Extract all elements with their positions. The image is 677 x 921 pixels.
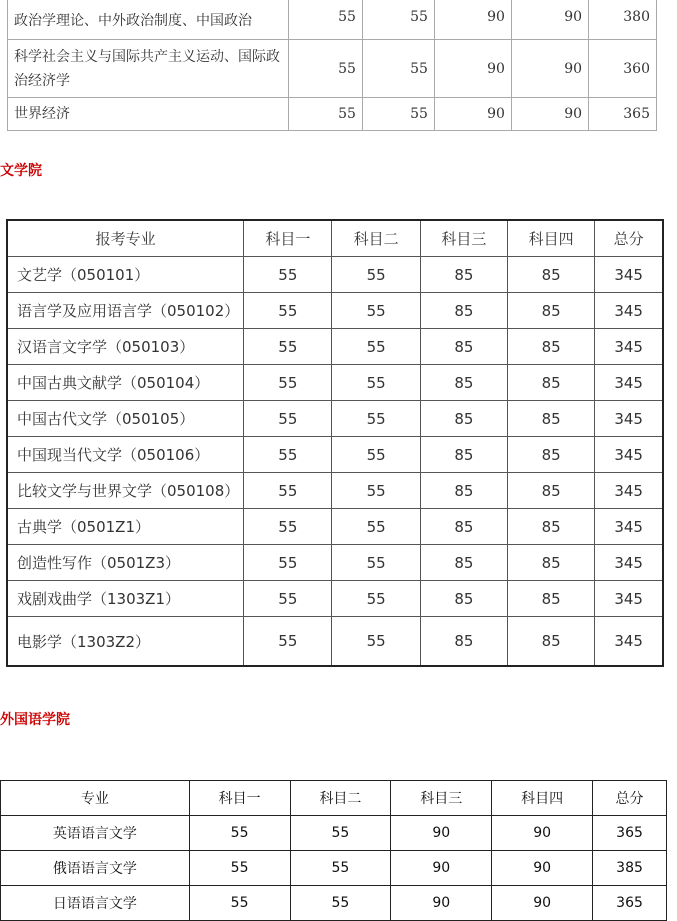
score-cell: 85	[420, 473, 507, 509]
score-cell: 55	[332, 293, 420, 329]
score-cell: 85	[508, 473, 595, 509]
score-cell: 85	[508, 329, 595, 365]
major-name-cell: 俄语语言文学	[1, 851, 190, 886]
table-row	[7, 545, 663, 581]
table-row	[7, 329, 663, 365]
total-score-cell: 345	[595, 473, 663, 509]
score-cell: 55	[332, 617, 420, 667]
column-header: 专业	[1, 781, 190, 816]
score-cell: 55	[244, 545, 332, 581]
score-cell: 85	[420, 545, 507, 581]
major-name-cell: 中国现当代文学（050106）	[7, 437, 244, 473]
score-cell: 90	[511, 40, 588, 98]
score-cell: 55	[332, 437, 420, 473]
score-cell: 85	[420, 401, 507, 437]
column-header: 总分	[595, 220, 663, 257]
score-cell: 55	[332, 329, 420, 365]
score-cell: 55	[244, 257, 332, 293]
total-score-cell: 345	[595, 365, 663, 401]
table-row	[8, 0, 657, 40]
table-row	[7, 473, 663, 509]
score-cell: 55	[244, 329, 332, 365]
table-header-row	[7, 220, 663, 257]
major-name-cell: 语言学及应用语言学（050102）	[7, 293, 244, 329]
table-row	[7, 365, 663, 401]
table-row	[7, 581, 663, 617]
section-heading-foreign-languages: 外国语学院	[0, 712, 70, 728]
score-cell: 85	[508, 365, 595, 401]
major-name-cell: 政治学理论、中外政治制度、中国政治	[8, 0, 289, 40]
column-header: 科目二	[290, 781, 391, 816]
table-row	[1, 816, 667, 851]
score-cell: 55	[332, 581, 420, 617]
score-cell: 55	[244, 365, 332, 401]
score-cell: 90	[434, 0, 511, 40]
score-cell: 55	[189, 886, 290, 921]
score-cell: 85	[508, 257, 595, 293]
score-cell: 90	[511, 98, 588, 131]
major-name-cell: 科学社会主义与国际共产主义运动、国际政治经济学	[8, 40, 289, 98]
score-cell: 85	[508, 545, 595, 581]
score-cell: 85	[420, 617, 507, 667]
score-cell: 55	[332, 257, 420, 293]
column-header: 科目三	[391, 781, 492, 816]
major-name-cell: 古典学（0501Z1）	[7, 509, 244, 545]
score-cell: 55	[332, 473, 420, 509]
section-heading-literature: 文学院	[0, 163, 42, 179]
score-cell: 90	[492, 886, 593, 921]
score-cell: 85	[420, 509, 507, 545]
score-cell: 55	[244, 473, 332, 509]
total-score-cell: 345	[595, 401, 663, 437]
column-header: 科目三	[420, 220, 507, 257]
column-header: 报考专业	[7, 220, 244, 257]
total-score-cell: 380	[589, 0, 657, 40]
table-header-row	[1, 781, 667, 816]
score-cell: 55	[362, 0, 434, 40]
total-score-cell: 345	[595, 437, 663, 473]
table-row	[7, 293, 663, 329]
score-cell: 85	[508, 437, 595, 473]
table-row	[7, 257, 663, 293]
table-row	[7, 437, 663, 473]
total-score-cell: 345	[595, 509, 663, 545]
score-cell: 90	[492, 851, 593, 886]
major-name-cell: 文艺学（050101）	[7, 257, 244, 293]
score-cell: 55	[290, 851, 391, 886]
score-cell: 90	[511, 0, 588, 40]
score-cell: 55	[362, 98, 434, 131]
major-name-cell: 汉语言文字学（050103）	[7, 329, 244, 365]
score-cell: 90	[391, 886, 492, 921]
score-cell: 55	[290, 816, 391, 851]
score-cell: 55	[244, 401, 332, 437]
score-cell: 90	[434, 40, 511, 98]
score-cell: 55	[189, 816, 290, 851]
major-name-cell: 戏剧戏曲学（1303Z1）	[7, 581, 244, 617]
score-cell: 55	[244, 581, 332, 617]
score-cell: 55	[290, 886, 391, 921]
total-score-cell: 365	[593, 816, 667, 851]
score-cell: 85	[508, 293, 595, 329]
table-row	[7, 617, 663, 667]
major-name-cell: 比较文学与世界文学（050108）	[7, 473, 244, 509]
major-name-cell: 中国古典文献学（050104）	[7, 365, 244, 401]
major-name-cell: 电影学（1303Z2）	[7, 617, 244, 667]
score-cell: 55	[244, 509, 332, 545]
score-cell: 85	[420, 257, 507, 293]
score-cell: 55	[332, 401, 420, 437]
table-row	[1, 886, 667, 921]
score-cell: 90	[391, 851, 492, 886]
column-header: 科目二	[332, 220, 420, 257]
score-cell: 85	[420, 581, 507, 617]
foreign-languages-score-table	[0, 780, 667, 921]
total-score-cell: 345	[595, 257, 663, 293]
column-header: 科目四	[492, 781, 593, 816]
major-name-cell: 创造性写作（0501Z3）	[7, 545, 244, 581]
score-cell: 55	[244, 293, 332, 329]
column-header: 科目四	[508, 220, 595, 257]
score-cell: 85	[420, 365, 507, 401]
score-cell: 85	[420, 329, 507, 365]
column-header: 科目一	[244, 220, 332, 257]
total-score-cell: 365	[593, 886, 667, 921]
column-header: 科目一	[189, 781, 290, 816]
score-cell: 55	[288, 98, 362, 131]
major-name-cell: 日语语言文学	[1, 886, 190, 921]
major-name-cell: 英语语言文学	[1, 816, 190, 851]
score-cell: 90	[492, 816, 593, 851]
table-row	[8, 98, 657, 131]
total-score-cell: 345	[595, 617, 663, 667]
score-cell: 55	[332, 509, 420, 545]
score-cell: 90	[434, 98, 511, 131]
score-cell: 90	[391, 816, 492, 851]
table-row	[1, 851, 667, 886]
score-cell: 55	[332, 365, 420, 401]
column-header: 总分	[593, 781, 667, 816]
score-cell: 85	[508, 617, 595, 667]
score-cell: 55	[189, 851, 290, 886]
score-cell: 55	[362, 40, 434, 98]
score-cell: 55	[288, 40, 362, 98]
score-cell: 85	[508, 581, 595, 617]
major-name-cell: 世界经济	[8, 98, 289, 131]
major-name-cell: 中国古代文学（050105）	[7, 401, 244, 437]
score-cell: 85	[508, 509, 595, 545]
political-science-score-table	[7, 0, 657, 131]
total-score-cell: 345	[595, 545, 663, 581]
total-score-cell: 385	[593, 851, 667, 886]
score-cell: 85	[508, 401, 595, 437]
table-row	[8, 40, 657, 98]
total-score-cell: 365	[589, 98, 657, 131]
table-row	[7, 401, 663, 437]
score-cell: 55	[288, 0, 362, 40]
score-cell: 85	[420, 437, 507, 473]
score-cell: 55	[244, 617, 332, 667]
score-cell: 55	[332, 545, 420, 581]
total-score-cell: 345	[595, 581, 663, 617]
total-score-cell: 360	[589, 40, 657, 98]
table-row	[7, 509, 663, 545]
literature-score-table	[6, 219, 664, 667]
score-cell: 55	[244, 437, 332, 473]
score-cell: 85	[420, 293, 507, 329]
total-score-cell: 345	[595, 329, 663, 365]
total-score-cell: 345	[595, 293, 663, 329]
